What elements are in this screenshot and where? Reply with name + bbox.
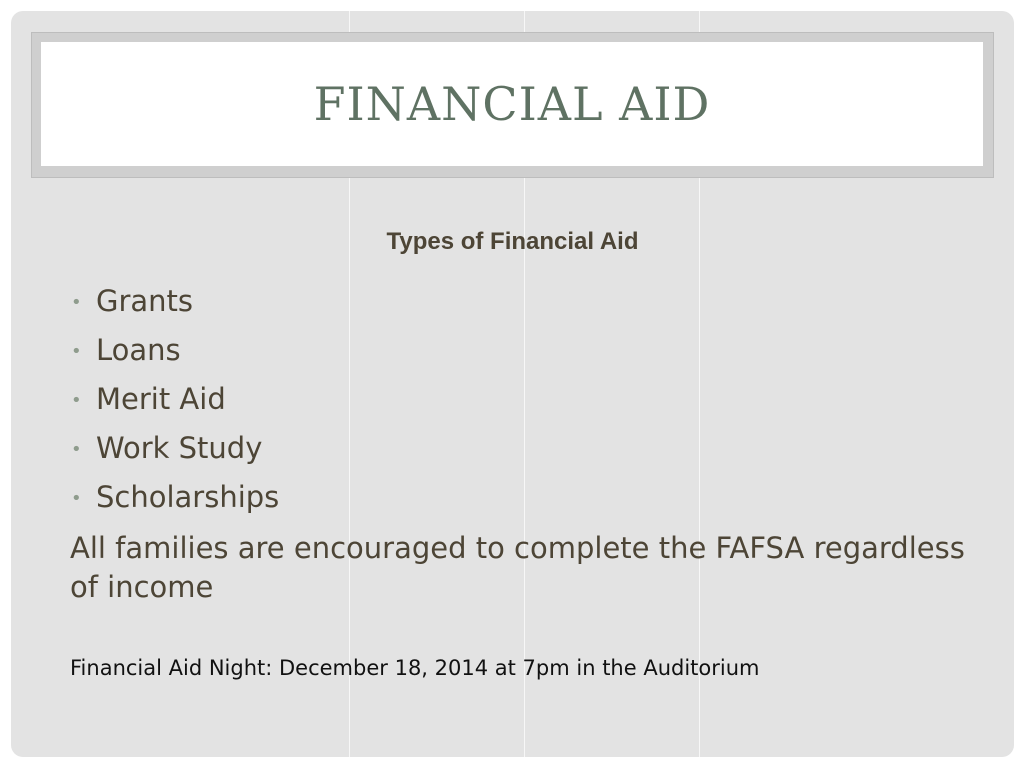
list-item	[71, 375, 279, 424]
list-item-label: Merit Aid	[96, 382, 226, 416]
bullet-icon: •	[71, 439, 82, 460]
bullet-icon: •	[71, 488, 82, 509]
aid-types-list	[71, 277, 279, 522]
fafsa-note: All families are encouraged to complete the FAFSA regardless of income	[70, 531, 965, 604]
list-item-label: Work Study	[96, 431, 263, 465]
slide-subtitle: Types of Financial Aid	[386, 228, 639, 255]
list-item	[71, 473, 279, 522]
list-item	[71, 424, 279, 473]
title-box	[41, 42, 983, 166]
bullet-icon: •	[71, 390, 82, 411]
list-item-label: Scholarships	[96, 480, 280, 514]
bullet-icon: •	[71, 341, 82, 362]
list-item-label: Loans	[96, 333, 181, 367]
bullet-icon: •	[71, 292, 82, 313]
list-item-label: Grants	[96, 284, 194, 318]
list-item	[71, 326, 279, 375]
list-item	[71, 277, 279, 326]
slide-title: FINANCIAL AID	[313, 77, 711, 131]
event-info: Financial Aid Night: December 18, 2014 at 7pm in the Auditorium	[70, 656, 760, 680]
slide	[11, 11, 1014, 757]
